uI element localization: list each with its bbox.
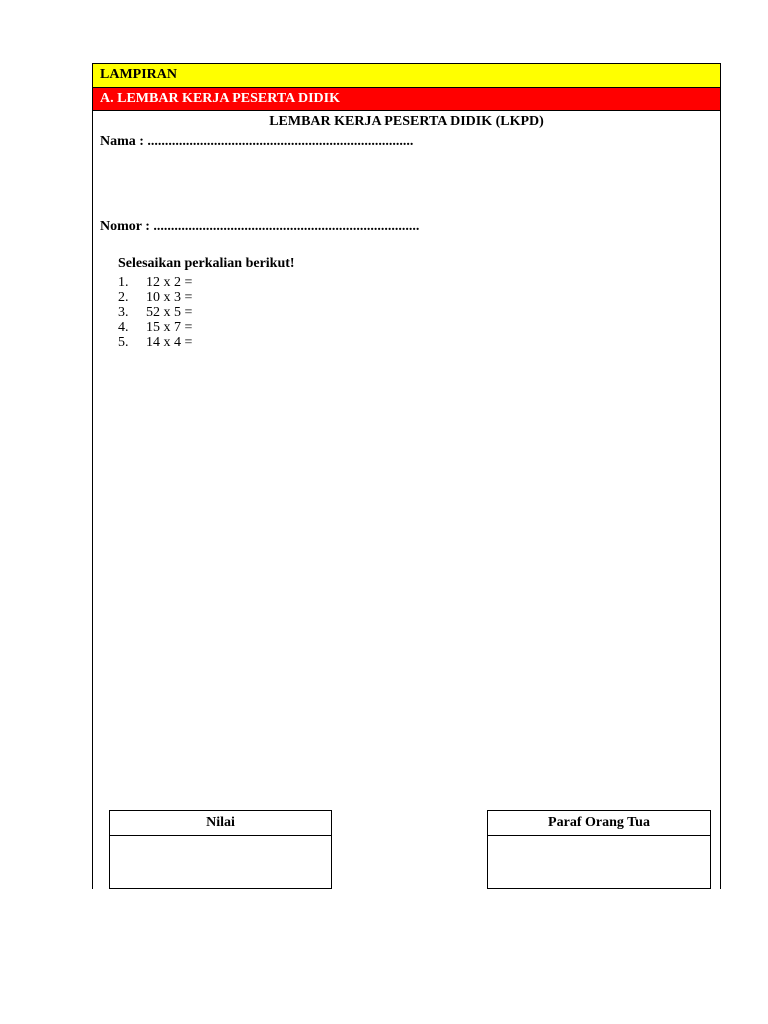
appendix-heading: LAMPIRAN	[93, 64, 720, 88]
problem-number: 1.	[118, 275, 129, 290]
name-field: Nama : ............................................................................	[100, 134, 414, 149]
instruction-text: Selesaikan perkalian berikut!	[118, 256, 295, 271]
problem-list	[118, 275, 192, 350]
worksheet-title: LEMBAR KERJA PESERTA DIDIK (LKPD)	[269, 114, 544, 129]
problem-text: 14 x 4 =	[146, 335, 193, 350]
section-heading: A. LEMBAR KERJA PESERTA DIDIK	[93, 88, 720, 111]
problem-item	[118, 335, 192, 350]
problem-number: 4.	[118, 320, 129, 335]
score-box	[109, 810, 332, 889]
parent-signature-box	[487, 810, 711, 889]
problem-item	[118, 305, 192, 320]
problem-text: 10 x 3 =	[146, 290, 193, 305]
problem-item	[118, 320, 192, 335]
score-box-label: Nilai	[110, 811, 331, 836]
document-frame-left	[92, 63, 93, 889]
document-frame-right	[720, 63, 721, 889]
problem-text: 15 x 7 =	[146, 320, 193, 335]
problem-item	[118, 290, 192, 305]
problem-text: 12 x 2 =	[146, 275, 193, 290]
number-field: Nomor : ............................................................................	[100, 219, 420, 234]
problem-number: 2.	[118, 290, 129, 305]
parent-signature-label: Paraf Orang Tua	[488, 811, 710, 836]
problem-item	[118, 275, 192, 290]
problem-number: 5.	[118, 335, 129, 350]
problem-number: 3.	[118, 305, 129, 320]
problem-text: 52 x 5 =	[146, 305, 193, 320]
